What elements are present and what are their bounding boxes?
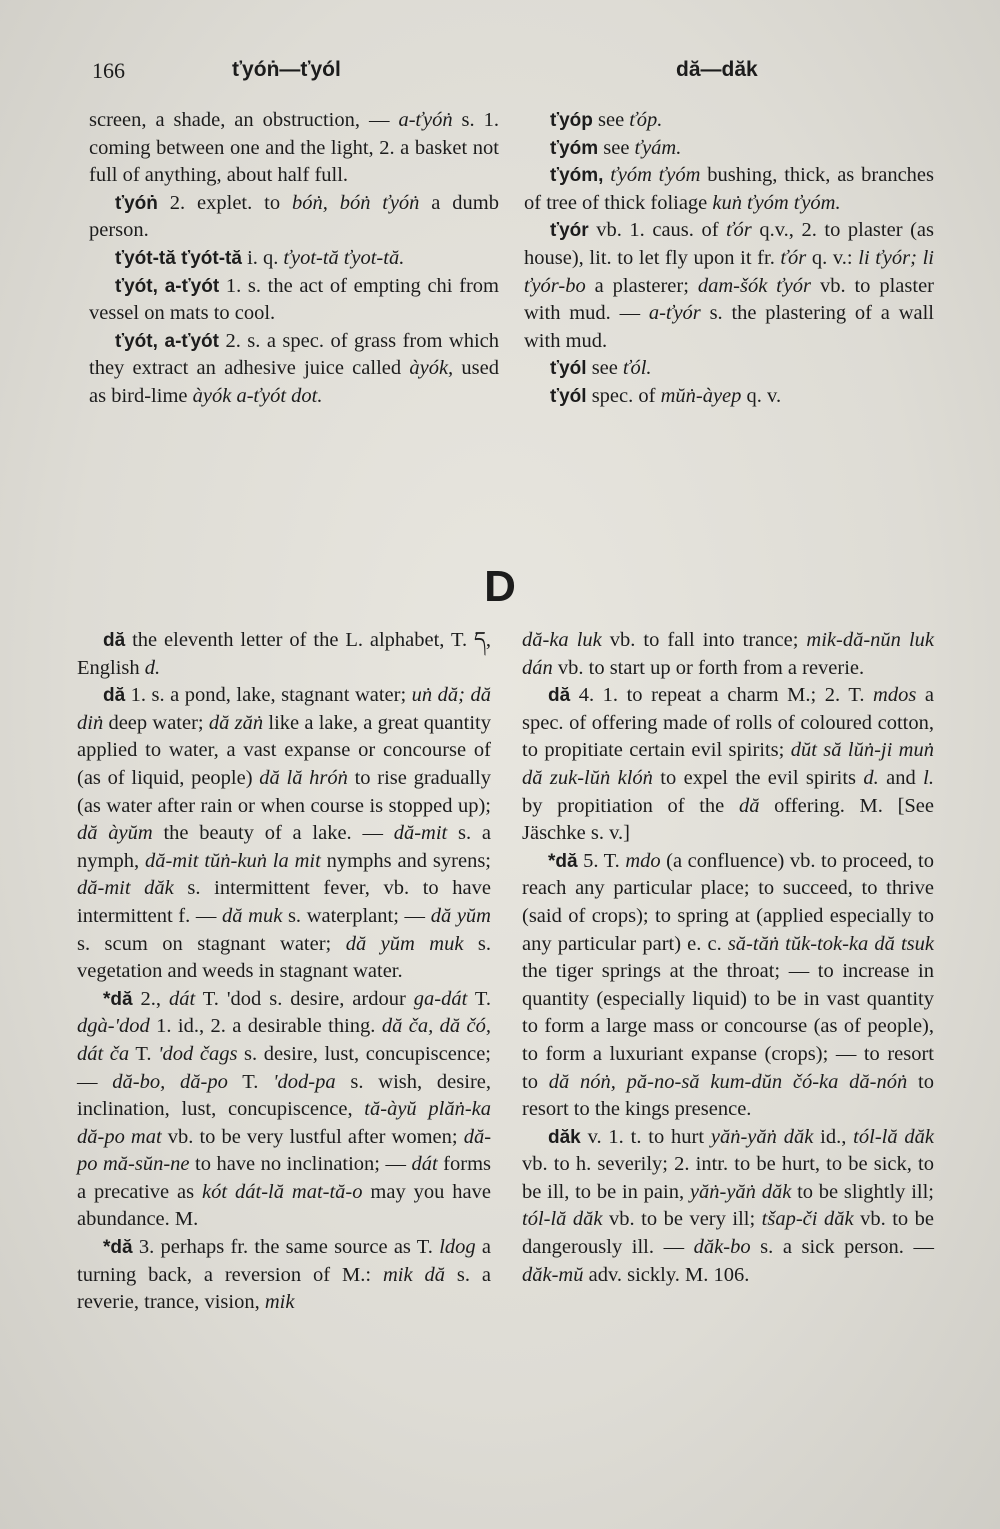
entry-italic-text: mik (264, 1291, 295, 1314)
entry-headword: ťyót, a-ťyót (115, 275, 220, 297)
entry-text: vb. to h. severily; 2. intr. to be hurt, to be sick, to be ill, to be in pain, (522, 1153, 934, 1203)
entry-text: s. 1. coming between one and the light, 2. a basket not full of anything, about half full. (89, 109, 500, 187)
entry-headword: dă (103, 630, 126, 651)
entry-italic-text: a-ťyór (648, 302, 701, 325)
entry-italic-text: dă-mit (393, 822, 448, 845)
entry-italic-text: d. (863, 766, 879, 789)
entry-text: s. a reverie, trance, vision, (77, 1263, 491, 1314)
entry-text: v. 1. t. to hurt (580, 1125, 711, 1148)
entry-headword: dăk (548, 1126, 581, 1148)
entry-italic-text: dă-mit dăk (77, 877, 174, 900)
entry-text: the beauty of a lake. — (152, 822, 394, 845)
entry-italic-text: ťór (726, 219, 752, 242)
entry-headword: *dă (103, 988, 133, 1010)
entry-italic-text: kuṅ ťyóm ťyóm. (712, 191, 841, 214)
dictionary-entry (89, 245, 499, 273)
entry-text: a dumb person. (89, 191, 499, 242)
entry-italic-text: yăṅ-yăṅ dăk (689, 1180, 792, 1203)
entry-text: may you have abundance. M. (77, 1180, 491, 1231)
entry-text: see (592, 109, 630, 131)
dictionary-entry (77, 1234, 491, 1317)
entry-text: the eleventh letter of the L. alphabet, T. ད, English (77, 629, 491, 679)
entry-italic-text: yăṅ-yăṅ dăk (710, 1125, 814, 1148)
entry-text: vb. to start up or forth from a reverie. (552, 656, 865, 679)
entry-text: s. a sick person. — (750, 1236, 934, 1259)
entry-italic-text: dă zăṅ (208, 711, 264, 734)
entry-text: q. v. (741, 384, 782, 407)
entry-italic-text: ťór (780, 246, 807, 269)
entry-headword: *dă (548, 850, 578, 872)
entry-text: vb. to be very ill; (602, 1208, 762, 1231)
entry-italic-text: kót dát-lă mat-tă-o (202, 1180, 363, 1203)
entry-italic-text: dă yŭm muk (345, 932, 464, 955)
entry-italic-text: àyók a-ťyót dot. (192, 384, 323, 407)
entry-text: forms a precative as (77, 1153, 492, 1203)
dictionary-entry (77, 986, 491, 1234)
entry-italic-text: 'dod-pa (273, 1070, 336, 1093)
entry-text: to resort to the kings presence. (522, 1070, 934, 1121)
entry-text: q.v., 2. to plaster (as house), lit. to let fly upon it fr. (524, 219, 934, 269)
entry-italic-text: mik dă (382, 1263, 445, 1286)
entry-text: s. intermittent fever, vb. to have intermittent f. — (77, 877, 492, 927)
dictionary-entry (522, 627, 934, 682)
entry-headword: ťyót-tă ťyót-tă (115, 247, 242, 269)
entry-text: nymphs and syrens; (320, 849, 491, 872)
entry-headword: ťyóṅ (115, 192, 158, 214)
dictionary-entry (524, 355, 934, 383)
entry-italic-text: tól-lă dăk (853, 1125, 935, 1148)
entry-text: s. desire, lust, concupiscence; — (77, 1042, 491, 1093)
entry-italic-text: ťóp. (629, 109, 663, 131)
entry-italic-text: să-tăṅ tŭk-tok-ka dă tsuk (727, 932, 934, 955)
dictionary-entry (522, 1124, 934, 1290)
entry-text: T. (129, 1042, 159, 1065)
dictionary-entry (89, 107, 499, 190)
entry-italic-text: dă-bo, dă-po (112, 1070, 228, 1093)
entry-text: 1. s. the act of empting chi from vessel on mats to cool. (89, 274, 499, 325)
entry-italic-text: dă yŭm (430, 904, 491, 927)
entry-italic-text: dă-ka luk (522, 629, 602, 651)
dictionary-entry (522, 682, 934, 848)
dictionary-entry (89, 273, 499, 328)
column-top-right (524, 107, 934, 411)
entry-italic-text: tól-lă dăk (522, 1208, 603, 1231)
entry-italic-text: dă muk (222, 904, 283, 927)
column-top-left (89, 107, 499, 411)
entry-text: and (878, 766, 924, 789)
entry-italic-text: l. (923, 766, 934, 789)
entry-headword: *dă (103, 1237, 133, 1259)
entry-italic-text: tšap-či dăk (761, 1208, 854, 1231)
entry-text: see (598, 136, 635, 159)
entry-italic-text: dăk-bo (693, 1236, 751, 1259)
entry-italic-text: 'dod čags (158, 1042, 238, 1065)
dictionary-entry (524, 135, 934, 163)
entry-text: to expel the evil spirits (652, 766, 864, 789)
entry-text: deep water; (103, 711, 209, 734)
entry-text: the tiger springs at the throat; — to increase in quantity (especially liquid) to be in vast quantity to form a large mass or concourse (as of people), to form a luxuriant expanse (crops); — to resort to (522, 960, 934, 1093)
entry-text: to rise gradually (as water after rain or when course is stopped up); (77, 766, 491, 817)
entry-italic-text: mŭṅ-àyep (660, 384, 742, 407)
entry-italic-text: dă-mit tŭṅ-kuṅ la mit (144, 849, 321, 872)
entry-italic-text: àyók, (409, 357, 454, 380)
entry-text: 2. s. a spec. of grass from which they extract an adhesive juice called (89, 329, 499, 380)
entry-text: 2. explet. to (157, 191, 292, 214)
entry-text: used as bird-lime (89, 357, 500, 407)
column-bottom-left (77, 627, 491, 1317)
entry-text: i. q. (241, 246, 284, 269)
entry-italic-text: dă lă hróṅ (259, 766, 348, 789)
entry-text: vb. 1. caus. of (588, 219, 727, 242)
entry-text: adv. sickly. M. 106. (583, 1263, 750, 1286)
entry-italic-text: dă ča, dă čó, dát ča (77, 1015, 491, 1065)
entry-text: 4. 1. to repeat a charm M.; 2. T. (570, 684, 874, 707)
entry-text: 3. perhaps fr. the same source as T. (132, 1236, 440, 1259)
entry-text: s. a nymph, (77, 822, 492, 872)
entry-text: to be slightly ill; (791, 1180, 934, 1203)
entry-headword: ťyól (550, 385, 587, 407)
entry-italic-text: dă nóṅ, pă-no-să kum-dŭn čó-ka dă-nóṅ (548, 1070, 908, 1093)
entry-text: by propitiation of the (522, 794, 739, 817)
entry-italic-text: mdos (873, 684, 917, 707)
entry-italic-text: ťyot-tă ťyot-tă. (283, 246, 405, 269)
entry-italic-text: dă-po mă-sŭn-ne (77, 1125, 492, 1176)
entry-italic-text: uṅ dă; dă diṅ (77, 684, 491, 734)
entry-text: spec. of (586, 384, 661, 407)
entry-italic-text: ldog (439, 1236, 476, 1259)
entry-headword: dă (103, 685, 126, 707)
entry-italic-text: dăk-mŭ (522, 1263, 584, 1286)
entry-text: screen, a shade, an obstruction, — (89, 109, 399, 131)
entry-italic-text: dŭt să lŭṅ-ji muṅ dă zuk-lŭṅ klóṅ (522, 739, 934, 789)
entry-italic-text: dă àyŭm (77, 822, 153, 845)
entry-text: offering. M. [See Jäschke s. v.] (522, 794, 934, 845)
right-guide-word: dă—dăk (676, 58, 758, 81)
entry-italic-text: tă-àyŭ plăṅ-ka dă-po mat (77, 1098, 491, 1148)
left-guide-word: ťyóṅ—ťyól (232, 58, 341, 81)
entry-text: 5. T. (577, 849, 626, 872)
dictionary-entry (524, 162, 934, 217)
entry-text: s. scum on stagnant water; (77, 932, 346, 955)
entry-text: 2., (132, 987, 169, 1010)
dictionary-entry (89, 190, 499, 245)
entry-text: to have no inclination; — (189, 1153, 412, 1176)
entry-text: s. waterplant; — (282, 904, 431, 927)
dictionary-entry (524, 217, 934, 355)
entry-text: T. 'dod s. desire, ardour (195, 987, 414, 1010)
entry-italic-text: dgà-'dod (77, 1015, 150, 1038)
dictionary-entry (89, 328, 499, 411)
entry-text: (a confluence) vb. to proceed, to reach any particular place; to succeed, to thrive (said of crops); to spring at (applied especially to any particular part) e. c. (522, 849, 934, 955)
entry-text: see (586, 357, 623, 380)
entry-text: q. v.: (806, 246, 859, 269)
entry-text: 1. id., 2. a desirable thing. (149, 1015, 382, 1038)
entry-italic-text: ga-dát (413, 987, 468, 1010)
entry-text: like a lake, a great quantity applied to water, a vast expanse or concourse of (as of liquid, people) (77, 711, 491, 789)
entry-text: a turning back, a reversion of M.: (77, 1236, 491, 1286)
entry-text: s. the plastering of a wall with mud. (524, 302, 934, 352)
entry-text: id., (813, 1125, 854, 1148)
entry-text: vb. to be dangerously ill. — (522, 1208, 934, 1259)
entry-headword: ťyót, a-ťyót (115, 330, 219, 352)
entry-italic-text: d. (144, 656, 161, 679)
entry-text: vb. to plaster with mud. — (524, 274, 934, 325)
entry-italic-text: dát (168, 987, 196, 1010)
page-number: 166 (92, 58, 125, 83)
entry-italic-text: ťól. (623, 357, 652, 380)
dictionary-entry (77, 627, 491, 682)
entry-italic-text: ťyóm ťyóm (610, 164, 701, 187)
entry-italic-text: mik-dă-nŭn luk dán (522, 629, 934, 679)
entry-text: vb. to be very lustful after women; (161, 1125, 464, 1148)
entry-text: a plasterer; (585, 274, 698, 297)
entry-text: bushing, thick, as branches of tree of thick foliage (524, 164, 934, 214)
dictionary-entry (522, 848, 934, 1124)
entry-headword: ťyóm (550, 137, 599, 159)
dictionary-entry (524, 383, 934, 411)
entry-italic-text: li ťyór; li ťyór-bo (524, 246, 934, 297)
entry-headword: ťyór (550, 220, 589, 242)
entry-italic-text: a-ťyóṅ (398, 109, 453, 131)
entry-text: s. wish, desire, inclination, lust, concupiscence, (77, 1070, 492, 1121)
entry-text: s. vegetation and weeds in stagnant water. (77, 932, 491, 983)
entry-italic-text: ťyám. (634, 136, 682, 159)
dictionary-entry (77, 682, 491, 986)
entry-text: a spec. of offering made of rolls of coloured cotton, to propitiate certain evil spirits; (522, 684, 935, 762)
section-letter: D (484, 562, 516, 611)
entry-text: T. (227, 1070, 274, 1093)
entry-headword: ťyóp (550, 110, 593, 131)
dictionary-entry (524, 107, 934, 135)
column-bottom-right (522, 627, 934, 1289)
entry-italic-text: bóṅ, bóṅ ťyóṅ (291, 191, 420, 214)
entry-text: vb. to fall into trance; (601, 629, 807, 651)
entry-italic-text: dă (738, 794, 760, 817)
entry-headword: ťyóm, (550, 165, 604, 187)
entry-text: T. (467, 987, 492, 1010)
entry-italic-text: dát (411, 1153, 438, 1176)
entry-italic-text: dam-šók ťyór (697, 274, 812, 297)
entry-italic-text: mdo (625, 849, 661, 872)
entry-text: 1. s. a pond, lake, stagnant water; (125, 684, 412, 707)
entry-headword: ťyól (550, 358, 587, 380)
entry-headword: dă (548, 685, 571, 707)
